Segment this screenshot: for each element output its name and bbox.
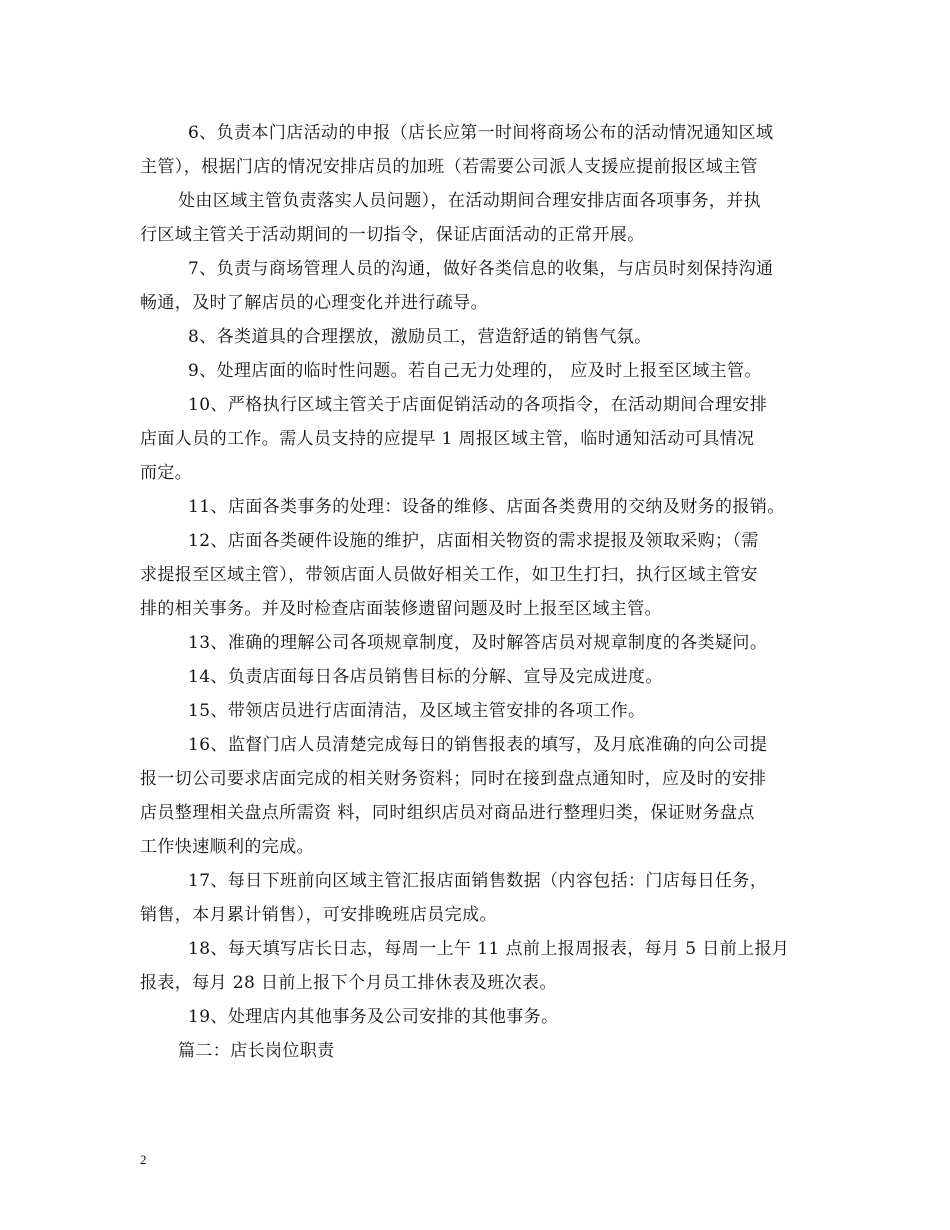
text-line: 处由区域主管负责落实人员问题），在活动期间合理安排店面各项事务，并执 bbox=[178, 191, 762, 211]
text-line: 求提报至区域主管），带领店面人员做好相关工作，如卫生打扫，执行区域主管安 bbox=[140, 565, 758, 585]
text-line: 8、各类道具的合理摆放，激励员工，营造舒适的销售气氛。 bbox=[188, 327, 652, 347]
text-line: 而定。 bbox=[140, 463, 193, 483]
text-line: 排的相关事务。并及时检查店面装修遗留问题及时上报至区域主管。 bbox=[140, 599, 662, 619]
text-line: 报表，每月 28 日前上报下个月员工排休表及班次表。 bbox=[140, 973, 557, 993]
text-line: 9、处理店面的临时性问题。若自己无力处理的， 应及时上报至区域主管。 bbox=[188, 361, 762, 381]
text-line: 报一切公司要求店面完成的相关财务资料；同时在接到盘点通知时，应及时的安排 bbox=[140, 769, 767, 789]
text-line: 7、负责与商场管理人员的沟通，做好各类信息的收集，与店员时刻保持沟通 bbox=[188, 259, 774, 279]
text-line: 销售，本月累计销售），可安排晚班店员完成。 bbox=[140, 905, 497, 925]
text-line: 店员整理相关盘点所需资 料，同时组织店员对商品进行整理归类，保证财务盘点 bbox=[140, 803, 755, 823]
text-line: 14、负责店面每日各店员销售目标的分解、宣导及完成进度。 bbox=[188, 667, 663, 687]
text-line: 11、店面各类事务的处理：设备的维修、店面各类费用的交纳及财务的报销。 bbox=[188, 497, 785, 517]
document-body bbox=[140, 116, 814, 1068]
page-number: 2 bbox=[140, 1152, 147, 1167]
text-line: 19、处理店内其他事务及公司安排的其他事务。 bbox=[188, 1007, 559, 1027]
text-line: 13、准确的理解公司各项规章制度，及时解答店员对规章制度的各类疑问。 bbox=[188, 633, 768, 653]
section-heading: 篇二：店长岗位职责 bbox=[178, 1041, 335, 1061]
text-line: 16、监督门店人员清楚完成每日的销售报表的填写，及月底准确的向公司提 bbox=[188, 735, 768, 755]
text-line: 12、店面各类硬件设施的维护，店面相关物资的需求提报及领取采购；（需 bbox=[188, 531, 759, 551]
text-line: 6、负责本门店活动的申报（店长应第一时间将商场公布的活动情况通知区域 bbox=[188, 123, 774, 143]
text-line: 18、每天填写店长日志，每周一上午 11 点前上报周报表，每月 5 日前上报月 bbox=[188, 939, 790, 959]
text-line: 畅通，及时了解店员的心理变化并进行疏导。 bbox=[140, 293, 488, 313]
text-line: 工作快速顺利的完成。 bbox=[140, 837, 314, 857]
text-line: 行区域主管关于活动期间的一切指令，保证店面活动的正常开展。 bbox=[140, 225, 645, 245]
text-line: 主管），根据门店的情况安排店员的加班（若需要公司派人支援应提前报区域主管 bbox=[140, 157, 758, 177]
text-line: 15、带领店员进行店面清洁，及区域主管安排的各项工作。 bbox=[188, 701, 646, 721]
text-line: 店面人员的工作。需人员支持的应提早 1 周报区域主管，临时通知活动可具情况 bbox=[140, 429, 755, 449]
text-line: 10、严格执行区域主管关于店面促销活动的各项指令，在活动期间合理安排 bbox=[188, 395, 768, 415]
text-line: 17、每日下班前向区域主管汇报店面销售数据（内容包括：门店每日任务， bbox=[188, 871, 768, 891]
